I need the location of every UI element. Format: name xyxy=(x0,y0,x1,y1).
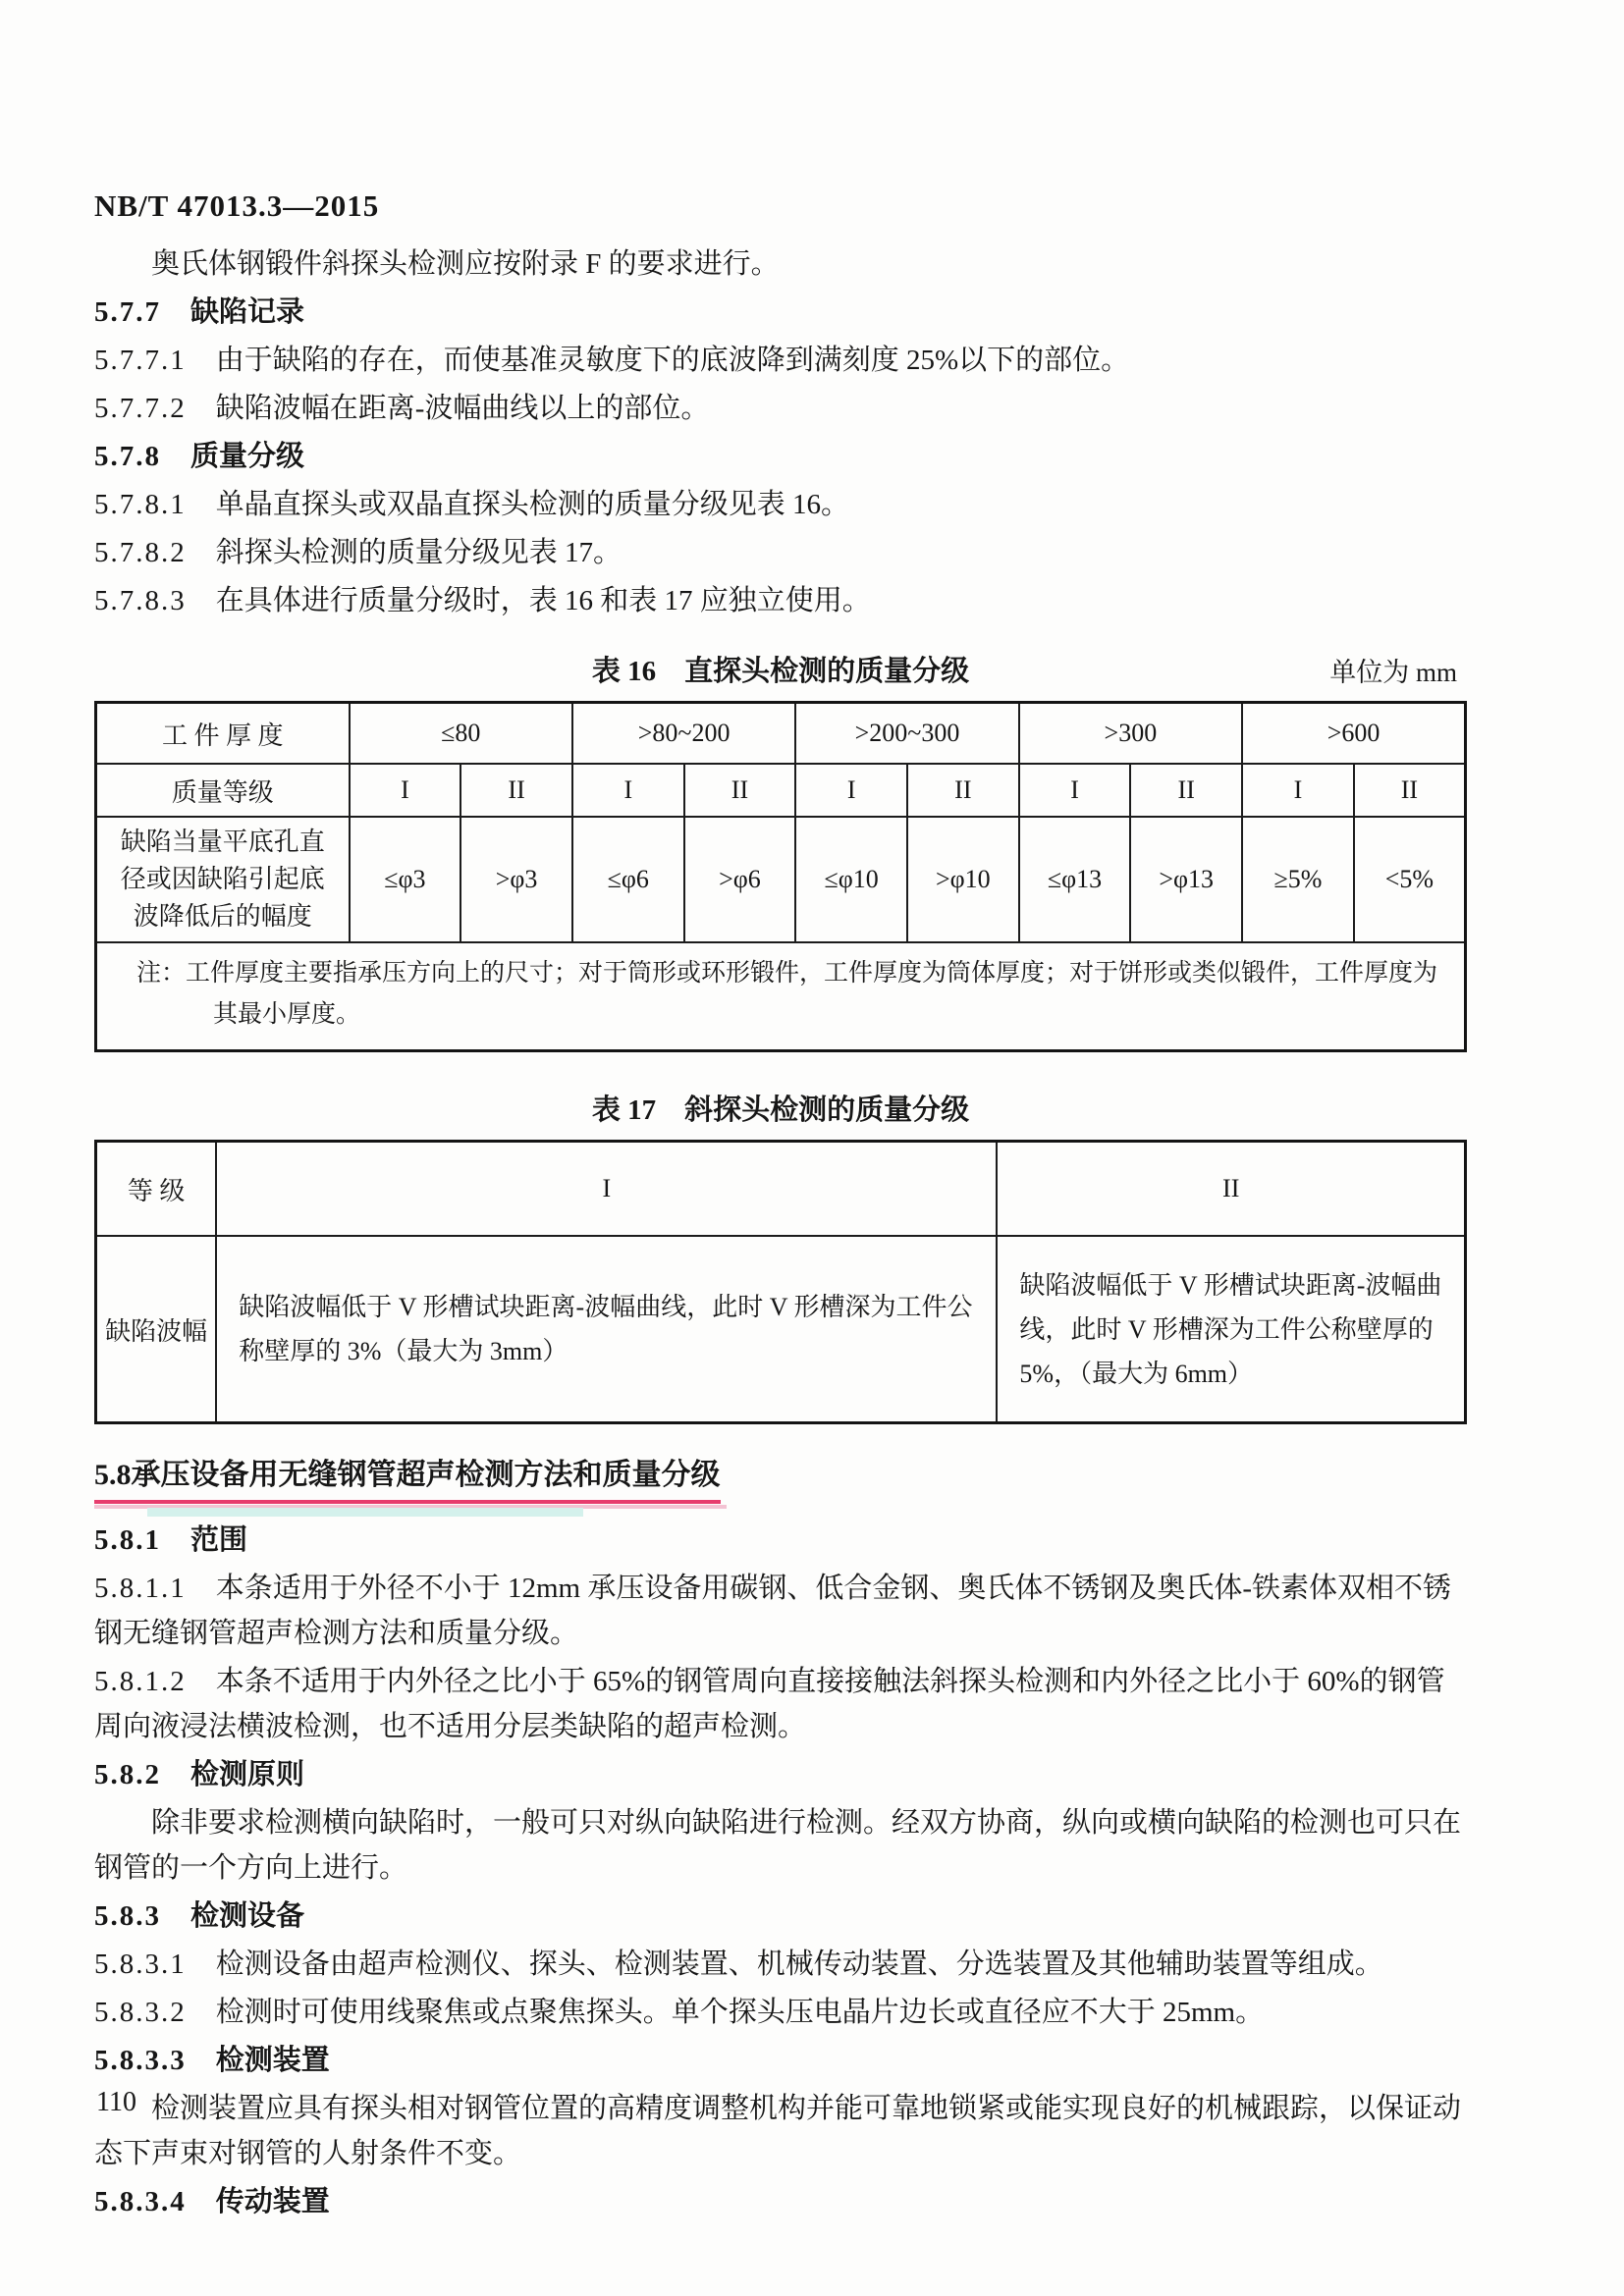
table-cell: II xyxy=(907,764,1019,817)
clause-5-7-8-2 xyxy=(94,530,1467,575)
table17-row-label: 缺陷波幅 xyxy=(96,1236,217,1423)
clause-text: 本条适用于外径不小于 12mm 承压设备用碳钢、低合金钢、奥氏体不锈钢及奥氏体-铁素体双相不锈钢无缝钢管超声检测方法和质量分级。 xyxy=(94,1573,1452,1649)
clause-5-8-2-body: 除非要求检测横向缺陷时，一般可只对纵向缺陷进行检测。经双方协商，纵向或横向缺陷的检测也可只在钢管的一个方向上进行。 xyxy=(94,1807,1462,1884)
clause-number: 5.7.7.1 xyxy=(94,345,187,376)
intro-paragraph: 奥氏体钢锻件斜探头检测应按附录 F 的要求进行。 xyxy=(151,248,780,280)
clause-5-7-8 xyxy=(94,434,1467,479)
table-cell: >φ13 xyxy=(1130,817,1242,942)
table-cell: ≤φ10 xyxy=(795,817,907,942)
table-cell: II xyxy=(684,764,796,817)
table-cell: >300 xyxy=(1019,703,1242,765)
table-cell: ≥5% xyxy=(1242,817,1354,942)
clause-5-8-1-1 xyxy=(94,1566,1467,1656)
table-cell: >φ10 xyxy=(907,817,1019,942)
table-cell: >φ6 xyxy=(684,817,796,942)
table-cell: I xyxy=(350,764,461,817)
clause-text: 单晶直探头或双晶直探头检测的质量分级见表 16。 xyxy=(215,489,850,520)
clause-5-7-8-1 xyxy=(94,482,1467,527)
table16-title: 表 16 直探头检测的质量分级 xyxy=(591,656,970,687)
clause-5-8-2 xyxy=(94,1752,1467,1797)
table16-title-row xyxy=(94,649,1467,689)
table-cell: II xyxy=(1130,764,1242,817)
table-cell: >φ3 xyxy=(460,817,572,942)
table-cell: II xyxy=(997,1142,1465,1237)
clause-text: 检测原则 xyxy=(190,1759,305,1790)
clause-5-8-1-2 xyxy=(94,1659,1467,1749)
table-cell: ≤80 xyxy=(350,703,572,765)
table16-straight-probe-quality-grades xyxy=(94,701,1467,1052)
clause-number: 5.7.7 xyxy=(94,296,161,328)
table-cell: II xyxy=(1354,764,1466,817)
table-cell: >600 xyxy=(1242,703,1465,765)
clause-number: 5.7.8.1 xyxy=(94,489,187,520)
table-cell: 缺陷波幅低于 V 形槽试块距离-波幅曲线，此时 V 形槽深为工件公称壁厚的 5%，（最大为 6mm） xyxy=(997,1236,1465,1423)
clause-5-8-3-3 xyxy=(94,2038,1467,2083)
clause-number: 5.7.8.2 xyxy=(94,537,187,568)
clause-5-8-3-2 xyxy=(94,1990,1467,2035)
clause-text: 检测设备由超声检测仪、探头、检测装置、机械传动装置、分选装置及其他辅助装置等组成。 xyxy=(215,1949,1383,1980)
clause-text: 在具体进行质量分级时，表 16 和表 17 应独立使用。 xyxy=(215,585,871,616)
clause-text: 承压设备用无缝钢管超声检测方法和质量分级 xyxy=(131,1459,721,1491)
page-number: 110 xyxy=(96,2087,136,2117)
clause-5-8-3-4 xyxy=(94,2179,1467,2224)
table16-grade-row xyxy=(96,764,1466,817)
clause-number: 5.8.3.2 xyxy=(94,1997,187,2028)
clause-5-7-8-3 xyxy=(94,578,1467,623)
clause-number: 5.7.8.3 xyxy=(94,585,187,616)
table17-grade-label: 等 级 xyxy=(96,1142,217,1237)
clause-number: 5.7.7.2 xyxy=(94,393,187,424)
table-cell: <5% xyxy=(1354,817,1466,942)
clause-text: 斜探头检测的质量分级见表 17。 xyxy=(215,537,623,568)
table17-header-row xyxy=(96,1142,1466,1237)
clause-5-8-3-1 xyxy=(94,1942,1467,1987)
clause-text: 检测设备 xyxy=(190,1900,305,1932)
table17-title-row xyxy=(94,1088,1467,1128)
table-cell: I xyxy=(1019,764,1131,817)
clause-5-7-7 xyxy=(94,290,1467,335)
clause-5-7-7-2 xyxy=(94,386,1467,431)
clause-text: 缺陷波幅在距离-波幅曲线以上的部位。 xyxy=(215,393,710,424)
clause-5-8-3-3-body: 检测装置应具有探头相对钢管位置的高精度调整机构并能可靠地锁紧或能实现良好的机械跟踪，以保证动态下声束对钢管的人射条件不变。 xyxy=(94,2093,1462,2169)
section-5-8-heading xyxy=(94,1454,721,1504)
section-5-8-heading-wrap xyxy=(94,1454,1467,1504)
table17-amplitude-row xyxy=(96,1236,1466,1423)
clause-text: 由于缺陷的存在，而使基准灵敏度下的底波降到满刻度 25%以下的部位。 xyxy=(215,345,1130,376)
table16-thickness-row xyxy=(96,703,1466,765)
clause-number: 5.8.1.1 xyxy=(94,1573,187,1604)
clause-text: 缺陷记录 xyxy=(190,296,305,328)
clause-5-7-7-1 xyxy=(94,338,1467,383)
clause-number: 5.8.1 xyxy=(94,1524,161,1556)
table-cell: I xyxy=(216,1142,997,1237)
table-cell: >80~200 xyxy=(572,703,795,765)
clause-text: 检测时可使用线聚焦或点聚焦探头。单个探头压电晶片边长或直径应不大于 25mm。 xyxy=(215,1997,1265,2028)
table16-defect-row xyxy=(96,817,1466,942)
clause-number: 5.8 xyxy=(94,1459,132,1491)
table16-thickness-label: 工 件 厚 度 xyxy=(96,703,350,765)
clause-text: 质量分级 xyxy=(190,441,305,472)
clause-5-8-3 xyxy=(94,1894,1467,1939)
table16-grade-label: 质量等级 xyxy=(96,764,350,817)
table-cell: 缺陷波幅低于 V 形槽试块距离-波幅曲线，此时 V 形槽深为工件公称壁厚的 3%（最大为 3mm） xyxy=(216,1236,997,1423)
clause-number: 5.8.3 xyxy=(94,1900,161,1932)
table-cell: I xyxy=(572,764,684,817)
clause-number: 5.8.3.1 xyxy=(94,1949,187,1980)
table-cell: I xyxy=(1242,764,1354,817)
clause-text: 本条不适用于内外径之比小于 65%的钢管周向直接接触法斜探头检测和内外径之比小于 60%的钢管周向液浸法横波检测，也不适用分层类缺陷的超声检测。 xyxy=(94,1666,1445,1742)
clause-number: 5.8.2 xyxy=(94,1759,161,1790)
table16-note-row xyxy=(96,942,1466,1051)
table-cell: II xyxy=(460,764,572,817)
clause-text: 范围 xyxy=(190,1524,248,1556)
clause-number: 5.8.3.4 xyxy=(94,2186,187,2217)
table-cell: I xyxy=(795,764,907,817)
clause-number: 5.8.3.3 xyxy=(94,2045,187,2076)
clause-number: 5.7.8 xyxy=(94,441,161,472)
clause-number: 5.8.1.2 xyxy=(94,1666,187,1697)
table17-angle-probe-quality-grades xyxy=(94,1140,1467,1424)
table16-unit-label: 单位为 mm xyxy=(1329,658,1457,687)
table17-title: 表 17 斜探头检测的质量分级 xyxy=(591,1095,970,1126)
table-cell: ≤φ13 xyxy=(1019,817,1131,942)
table16-note: 注：工件厚度主要指承压方向上的尺寸；对于筒形或环形锻件，工件厚度为筒体厚度；对于饼形或类似锻件，工件厚度为其最小厚度。 xyxy=(96,942,1466,1051)
clause-5-8-1 xyxy=(94,1518,1467,1563)
clause-text: 检测装置 xyxy=(215,2045,330,2076)
clause-text: 传动装置 xyxy=(215,2186,330,2217)
standard-number-header: NB/T 47013.3—2015 xyxy=(94,188,380,223)
table-cell: ≤φ6 xyxy=(572,817,684,942)
table16-defect-label: 缺陷当量平底孔直径或因缺陷引起底波降低后的幅度 xyxy=(96,817,350,942)
table-cell: ≤φ3 xyxy=(350,817,461,942)
table-cell: >200~300 xyxy=(795,703,1018,765)
